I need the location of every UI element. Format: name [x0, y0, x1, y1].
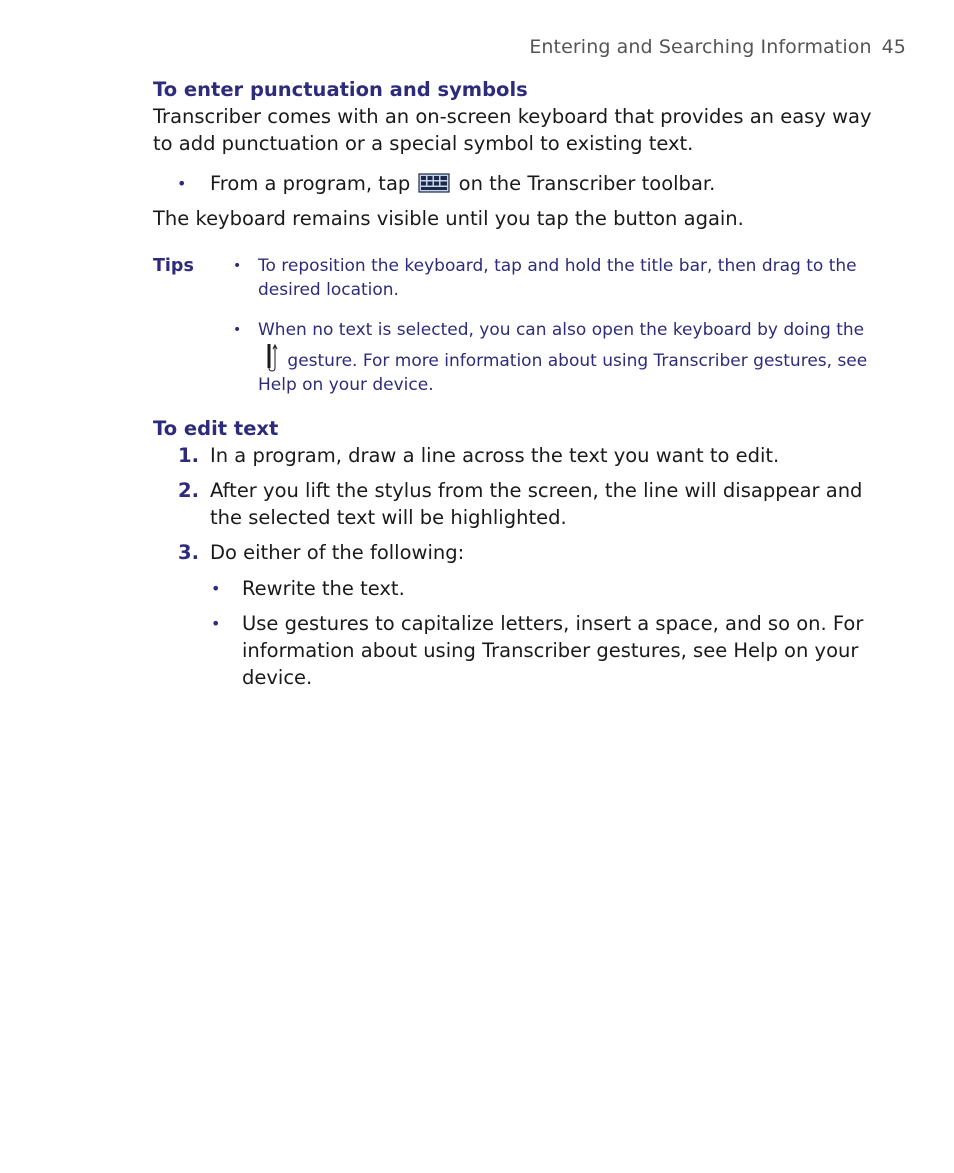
bullet-icon: •: [211, 579, 221, 598]
page-number: 45: [881, 36, 906, 58]
bullet-icon: •: [233, 258, 242, 274]
step-text: After you lift the stylus from the screen, the line will disappear and the selected text will be highlighted.: [210, 479, 863, 529]
running-header: [529, 36, 906, 58]
intro-paragraph: Transcriber comes with an on-screen keyboard that provides an easy way to add punctuation or a special symbol to existing text.: [153, 105, 872, 155]
bullet-icon: •: [233, 322, 242, 338]
step-number: 2.: [178, 479, 199, 502]
sub-bullet-text: Use gestures to capitalize letters, insert a space, and so on. For information about using Transcriber gestures, see Help on your device.: [242, 612, 864, 689]
step-number: 1.: [178, 444, 199, 467]
header-section-title: Entering and Searching Information: [529, 36, 872, 58]
heading-edit-text: To edit text: [153, 417, 279, 440]
bullet-text-before: From a program, tap: [210, 172, 411, 195]
bullet-icon: •: [177, 174, 187, 193]
page-content: [153, 76, 883, 691]
tip-item: [153, 318, 883, 397]
gesture-icon: [262, 342, 282, 372]
bullet-text-after: on the Transcriber toolbar.: [458, 172, 716, 195]
list-item: [153, 170, 883, 197]
step-text: Do either of the following:: [210, 541, 465, 564]
list-item: [153, 442, 883, 469]
list-item: [153, 575, 883, 602]
sub-bullet-text: Rewrite the text.: [242, 577, 405, 600]
bullet-icon: •: [211, 614, 221, 633]
list-item: [153, 477, 883, 531]
heading-punctuation: To enter punctuation and symbols: [153, 78, 528, 101]
after-paragraph: The keyboard remains visible until you tap the button again.: [153, 207, 744, 230]
keyboard-icon: [418, 173, 450, 193]
list-item: [153, 539, 883, 566]
tip-text: To reposition the keyboard, tap and hold the title bar, then drag to the desired location.: [258, 256, 857, 300]
tips-block: [153, 254, 883, 397]
tip-text-continued: gesture. For more information about using Transcriber gestures, see Help on your device.: [258, 351, 868, 395]
steps-list: [153, 442, 883, 566]
tip-item: [153, 254, 883, 302]
tip-text: When no text is selected, you can also open the keyboard by doing the: [258, 320, 865, 340]
list-item: [153, 610, 883, 691]
tips-label: Tips: [153, 256, 194, 276]
step-number: 3.: [178, 541, 199, 564]
step-text: In a program, draw a line across the text you want to edit.: [210, 444, 780, 467]
